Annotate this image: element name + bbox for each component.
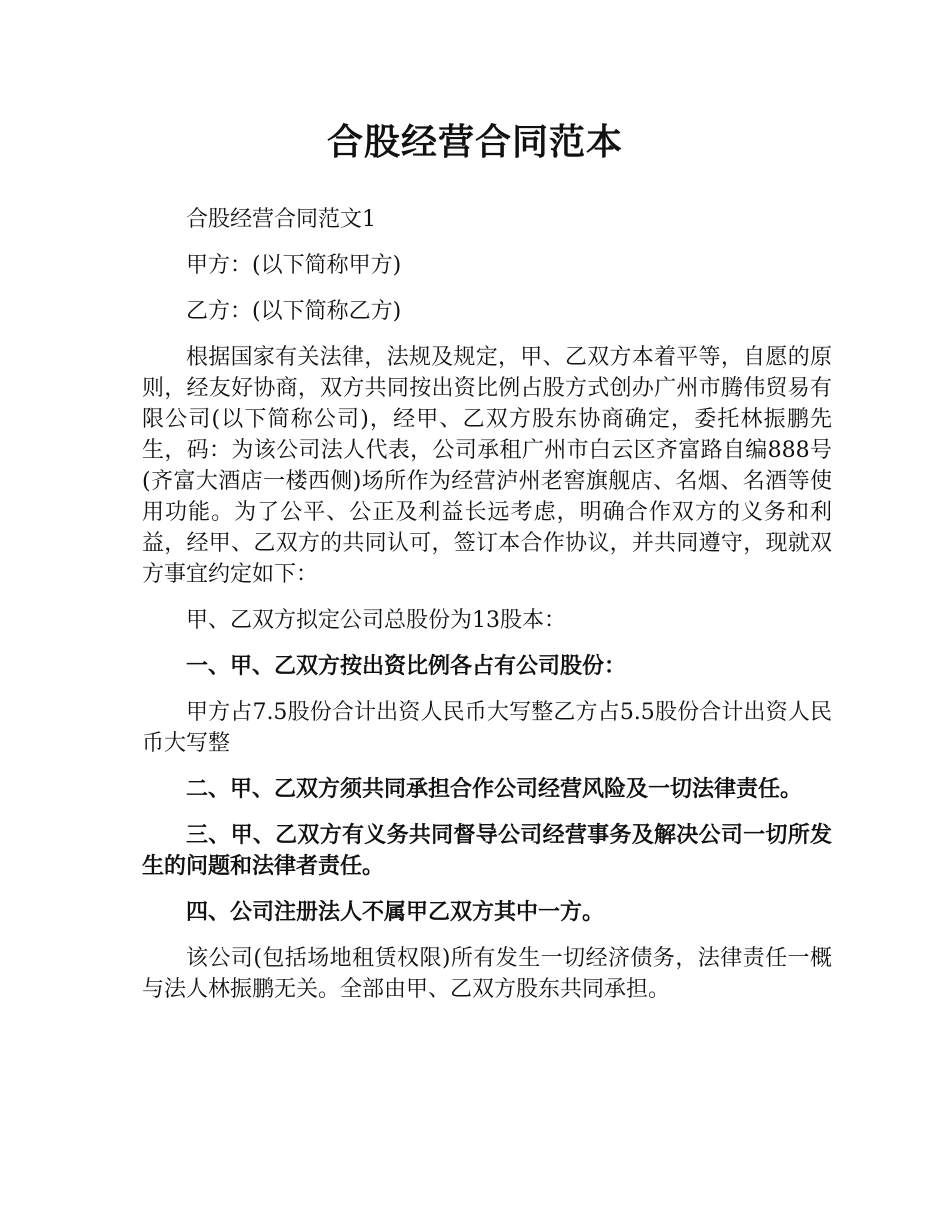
clause-1: 一、甲、乙双方按出资比例各占有公司股份： bbox=[186, 654, 627, 679]
paragraph-total-shares: 甲、乙双方拟定公司总股份为13股本： bbox=[186, 608, 566, 633]
clause-3: 三、甲、乙双方有义务共同督导公司经营事务及解决公司一切所发生的问题和法律者责任。 bbox=[142, 823, 832, 879]
clause-2: 二、甲、乙双方须共同承担合作公司经营风险及一切法律责任。 bbox=[186, 777, 803, 802]
paragraph-party-a: 甲方：(以下简称甲方) bbox=[186, 253, 402, 278]
clause-4: 四、公司注册法人不属甲乙双方其中一方。 bbox=[186, 900, 605, 925]
paragraph-party-b: 乙方：(以下简称乙方) bbox=[186, 299, 402, 324]
paragraph-share-split: 甲方占7.5股份合计出资人民币大写整乙方占5.5股份合计出资人民币大写整 bbox=[142, 700, 832, 756]
paragraph-heading-sample: 合股经营合同范文1 bbox=[186, 207, 376, 232]
document-body bbox=[142, 204, 832, 1020]
paragraph-preamble: 根据国家有关法律，法规及规定，甲、乙双方本着平等，自愿的原则，经友好协商，双方共同按出资比例占股方式创办广州市腾伟贸易有限公司(以下简称公司)，经甲、乙双方股东协商确定，委托林振鹏先生，码：为该公司法人代表，公司承租广州市白云区齐富路自编888号(齐富大酒店一楼西侧)场所作为经营泸州老窖旗舰店、名烟、名酒等使用功能。为了公平、公正及利益长远考虑，明确合作双方的义务和利益，经甲、乙双方的共同认可，签订本合作协议，并共同遵守，现就双方事宜约定如下： bbox=[142, 345, 832, 587]
paragraph-liability: 该公司(包括场地租赁权限)所有发生一切经济债务，法律责任一概与法人林振鹏无关。全部由甲、乙双方股东共同承担。 bbox=[142, 946, 832, 1002]
document-title: 合股经营合同范本 bbox=[326, 122, 623, 163]
